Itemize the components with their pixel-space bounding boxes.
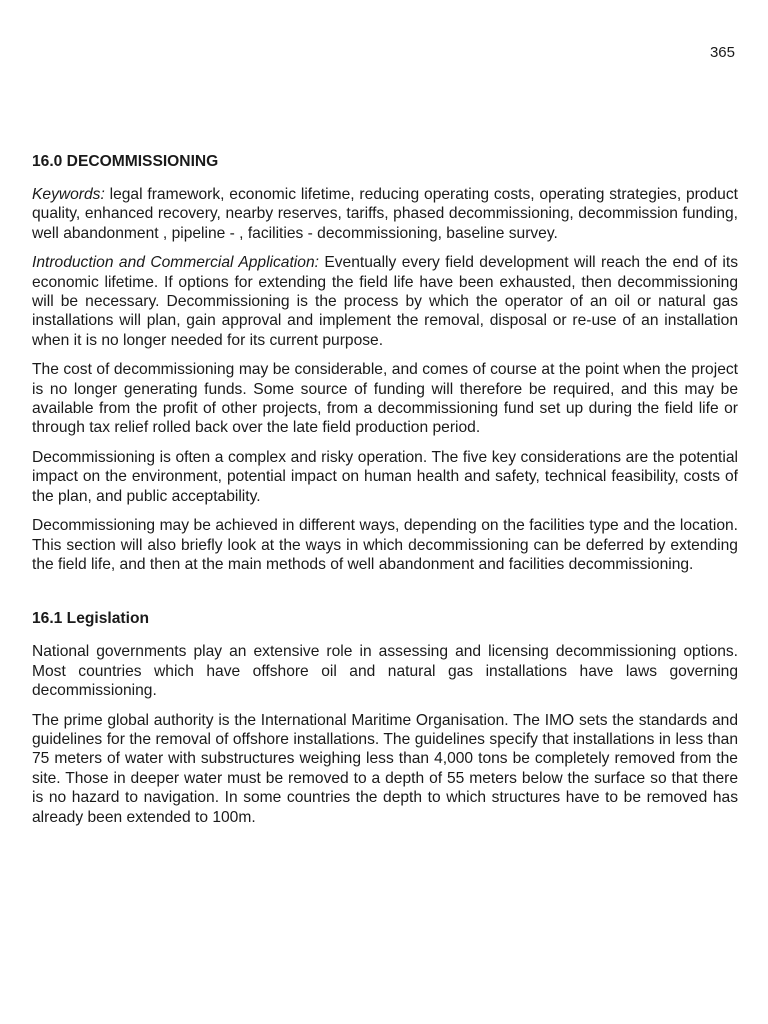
body-paragraph-cost: The cost of decommissioning may be considerable, and comes of course at the point when the project is no longer generating funds. Some source of funding will therefore be required, and this may be available from the profit of other projects, from a decommissioning fund set up during the field life or through tax relief rolled back over the late field production period. — [32, 361, 738, 437]
page-number: 365 — [709, 44, 735, 61]
body-paragraph-risks: Decommissioning is often a complex and risky operation. The five key considerations are the potential impact on the environment, potential impact on human health and safety, technical feasibility, costs of the plan, and public acceptability. — [32, 448, 738, 505]
keywords-text: legal framework, economic lifetime, reducing operating costs, operating strategies, product quality, enhanced recovery, nearby reserves, tariffs, phased decommissioning, decommission funding, well abandonment , pipeline - , facilities - decommissioning, baseline survey. — [32, 186, 738, 242]
introduction-label: Introduction and Commercial Application: — [32, 254, 319, 272]
keywords-label: Keywords: — [32, 186, 105, 203]
section-heading-decommissioning: 16.0 DECOMMISSIONING — [32, 153, 219, 170]
section-heading-legislation: 16.1 Legislation — [32, 610, 149, 628]
keywords-paragraph — [32, 185, 738, 243]
body-paragraph-imo: The prime global authority is the International Maritime Organisation. The IMO sets the standards and guidelines for the removal of offshore installations. The guidelines specify that installations in less than 75 meters of water with substructures weighing less than 4,000 tons be completely removed from the site. Those in deeper water must be removed to a depth of 55 meters below the surface so that there is no hazard to navigation. In some countries the depth to which structures have to be removed has already been extended to 100m. — [32, 711, 738, 826]
page-content — [32, 152, 738, 837]
body-paragraph-national-governments: National governments play an extensive role in assessing and licensing decommissioning options. Most countries which have offshore oil and natural gas installations have laws governing decommissioning. — [32, 643, 738, 700]
body-paragraph-methods: Decommissioning may be achieved in different ways, depending on the facilities type and the location. This section will also briefly look at the ways in which decommissioning can be deferred by extending the field life, and then at the main methods of well abandonment and facilities decommissioning. — [32, 517, 738, 573]
introduction-paragraph — [32, 253, 738, 350]
introduction-text: Eventually every field development will reach the end of its economic lifetime. If options for extending the field life have been exhausted, then decommissioning will be necessary. Decommissioning is the process by which the operator of an oil or natural gas installations will plan, gain approval and implement the removal, disposal or re-use of an installation when it is no longer needed for its current purpose. — [32, 254, 738, 349]
